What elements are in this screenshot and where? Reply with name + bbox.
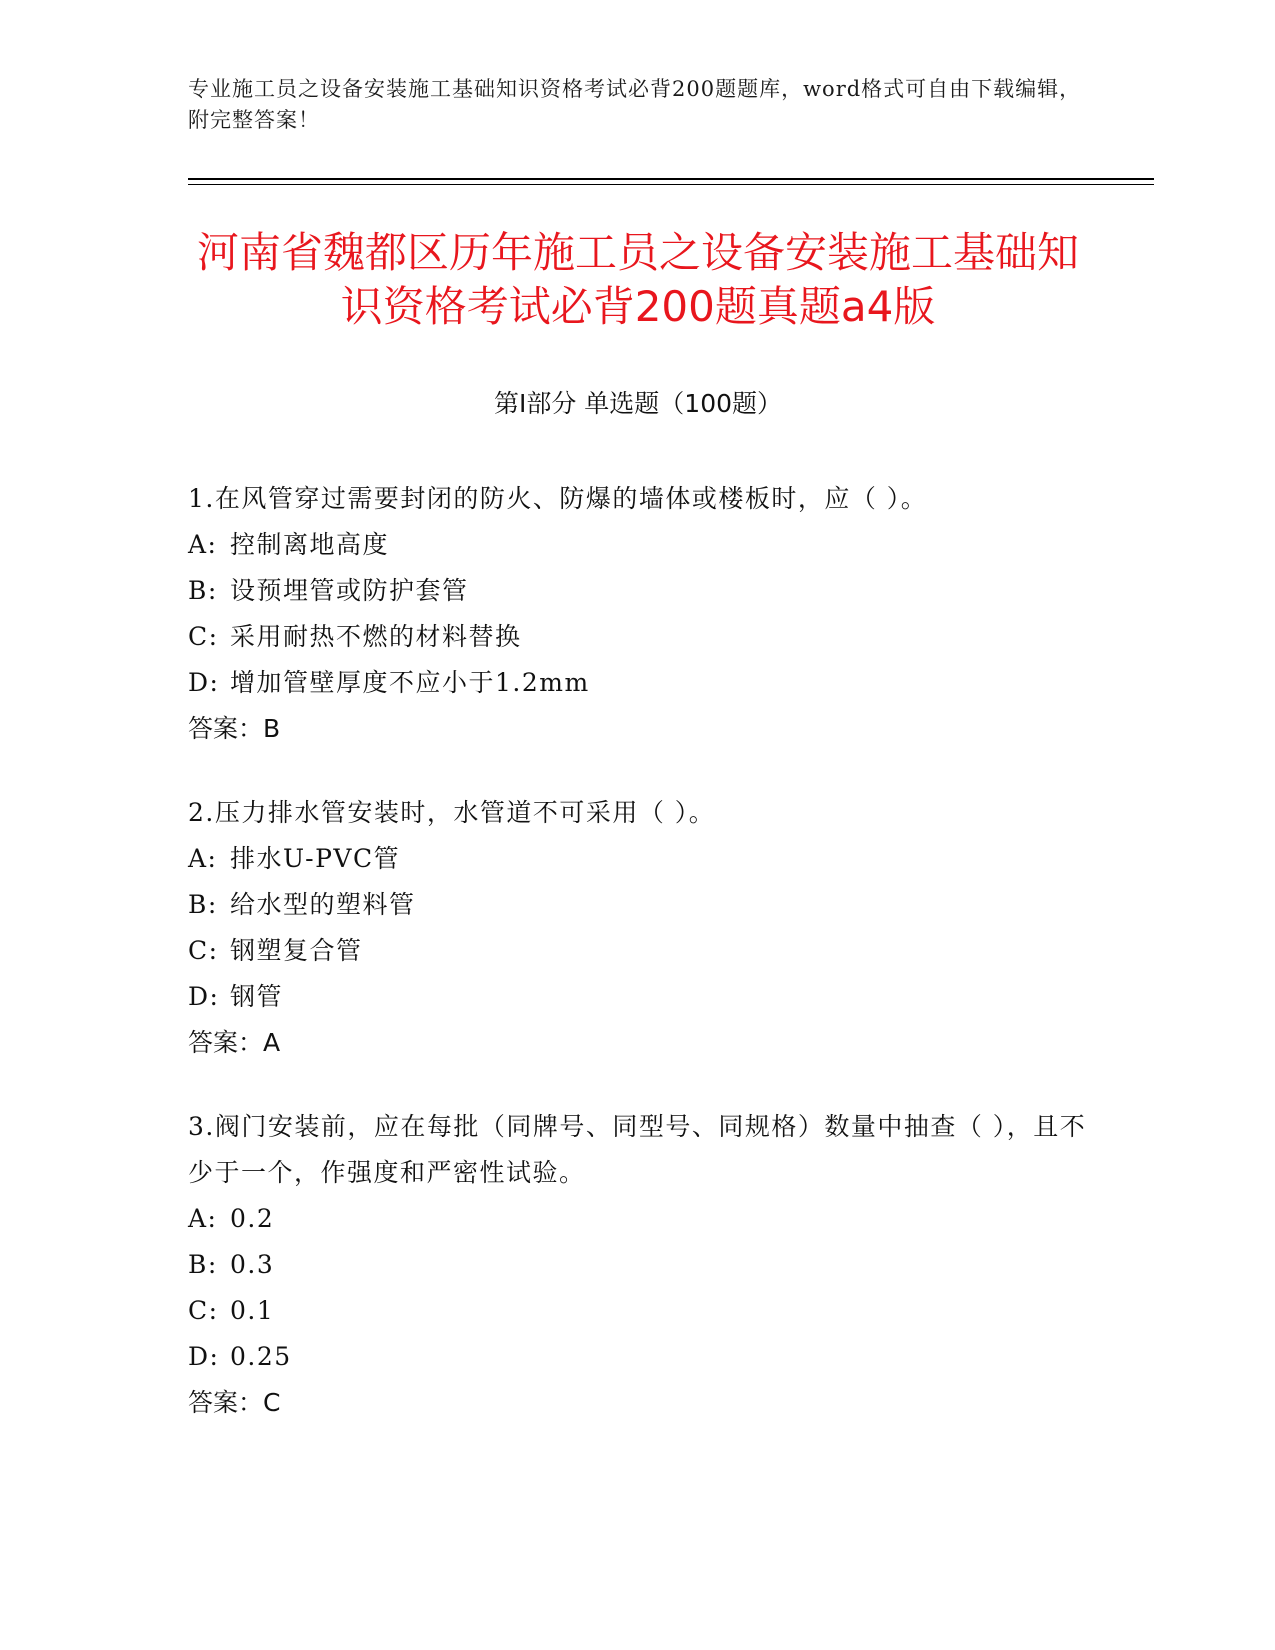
answer-line: [188, 1020, 1088, 1066]
option-letter: C:: [188, 936, 219, 965]
option-letter: D:: [188, 1342, 220, 1371]
option-a: [188, 1196, 1088, 1242]
answer-label: 答案：: [188, 1388, 264, 1417]
option-letter: B:: [188, 1250, 218, 1279]
option-a: [188, 836, 1088, 882]
option-text: 设预埋管或防护套管: [230, 576, 469, 605]
option-letter: A:: [188, 1204, 218, 1233]
option-b: [188, 1242, 1088, 1288]
question-2: [188, 790, 1088, 1066]
option-c: [188, 1288, 1088, 1334]
option-c: [188, 928, 1088, 974]
option-d: [188, 660, 1088, 706]
question-stem: 2.压力排水管安装时，水管道不可采用（ ）。: [188, 798, 716, 827]
option-text: 0.1: [230, 1296, 275, 1325]
answer-label: 答案：: [188, 714, 264, 743]
option-text: 钢塑复合管: [230, 936, 363, 965]
option-letter: C:: [188, 1296, 219, 1325]
option-text: 0.3: [230, 1250, 275, 1279]
answer-value: B: [263, 714, 281, 743]
option-letter: A:: [188, 530, 218, 559]
option-letter: B:: [188, 576, 218, 605]
option-text: 控制离地高度: [230, 530, 390, 559]
option-letter: D:: [188, 982, 220, 1011]
option-d: [188, 1334, 1088, 1380]
question-3: [188, 1104, 1088, 1426]
option-text: 0.25: [230, 1342, 292, 1371]
header-rule-thin: [188, 184, 1154, 185]
option-text: 给水型的塑料管: [230, 890, 416, 919]
option-b: [188, 882, 1088, 928]
option-text: 排水U-PVC管: [230, 844, 401, 873]
answer-value: C: [263, 1388, 281, 1417]
option-d: [188, 974, 1088, 1020]
option-a: [188, 522, 1088, 568]
question-stem: 3.阀门安装前，应在每批（同牌号、同型号、同规格）数量中抽查（ ），且不少于一个，作强度和严密性试验。: [188, 1112, 1087, 1187]
option-letter: D:: [188, 668, 220, 697]
option-text: 增加管壁厚度不应小于1.2mm: [230, 668, 590, 697]
option-b: [188, 568, 1088, 614]
option-text: 0.2: [230, 1204, 275, 1233]
answer-line: [188, 1380, 1088, 1426]
header-note: 专业施工员之设备安装施工基础知识资格考试必背200题题库，word格式可自由下载编辑，附完整答案！: [188, 77, 1082, 132]
document-title: 河南省魏都区历年施工员之设备安装施工基础知识资格考试必背200题真题a4版: [196, 228, 1079, 331]
answer-label: 答案：: [188, 1028, 264, 1057]
answer-line: [188, 706, 1088, 752]
question-list: [188, 476, 1088, 1464]
section-heading: 第Ⅰ部分 单选题（100题）: [493, 389, 783, 418]
option-letter: C:: [188, 622, 219, 651]
option-letter: B:: [188, 890, 218, 919]
answer-value: A: [263, 1028, 281, 1057]
option-text: 钢管: [230, 982, 284, 1011]
option-letter: A:: [188, 844, 218, 873]
option-c: [188, 614, 1088, 660]
header-rule-thick: [188, 178, 1154, 180]
question-stem: 1.在风管穿过需要封闭的防火、防爆的墙体或楼板时，应（ ）。: [188, 484, 928, 513]
question-1: [188, 476, 1088, 752]
option-text: 采用耐热不燃的材料替换: [230, 622, 522, 651]
